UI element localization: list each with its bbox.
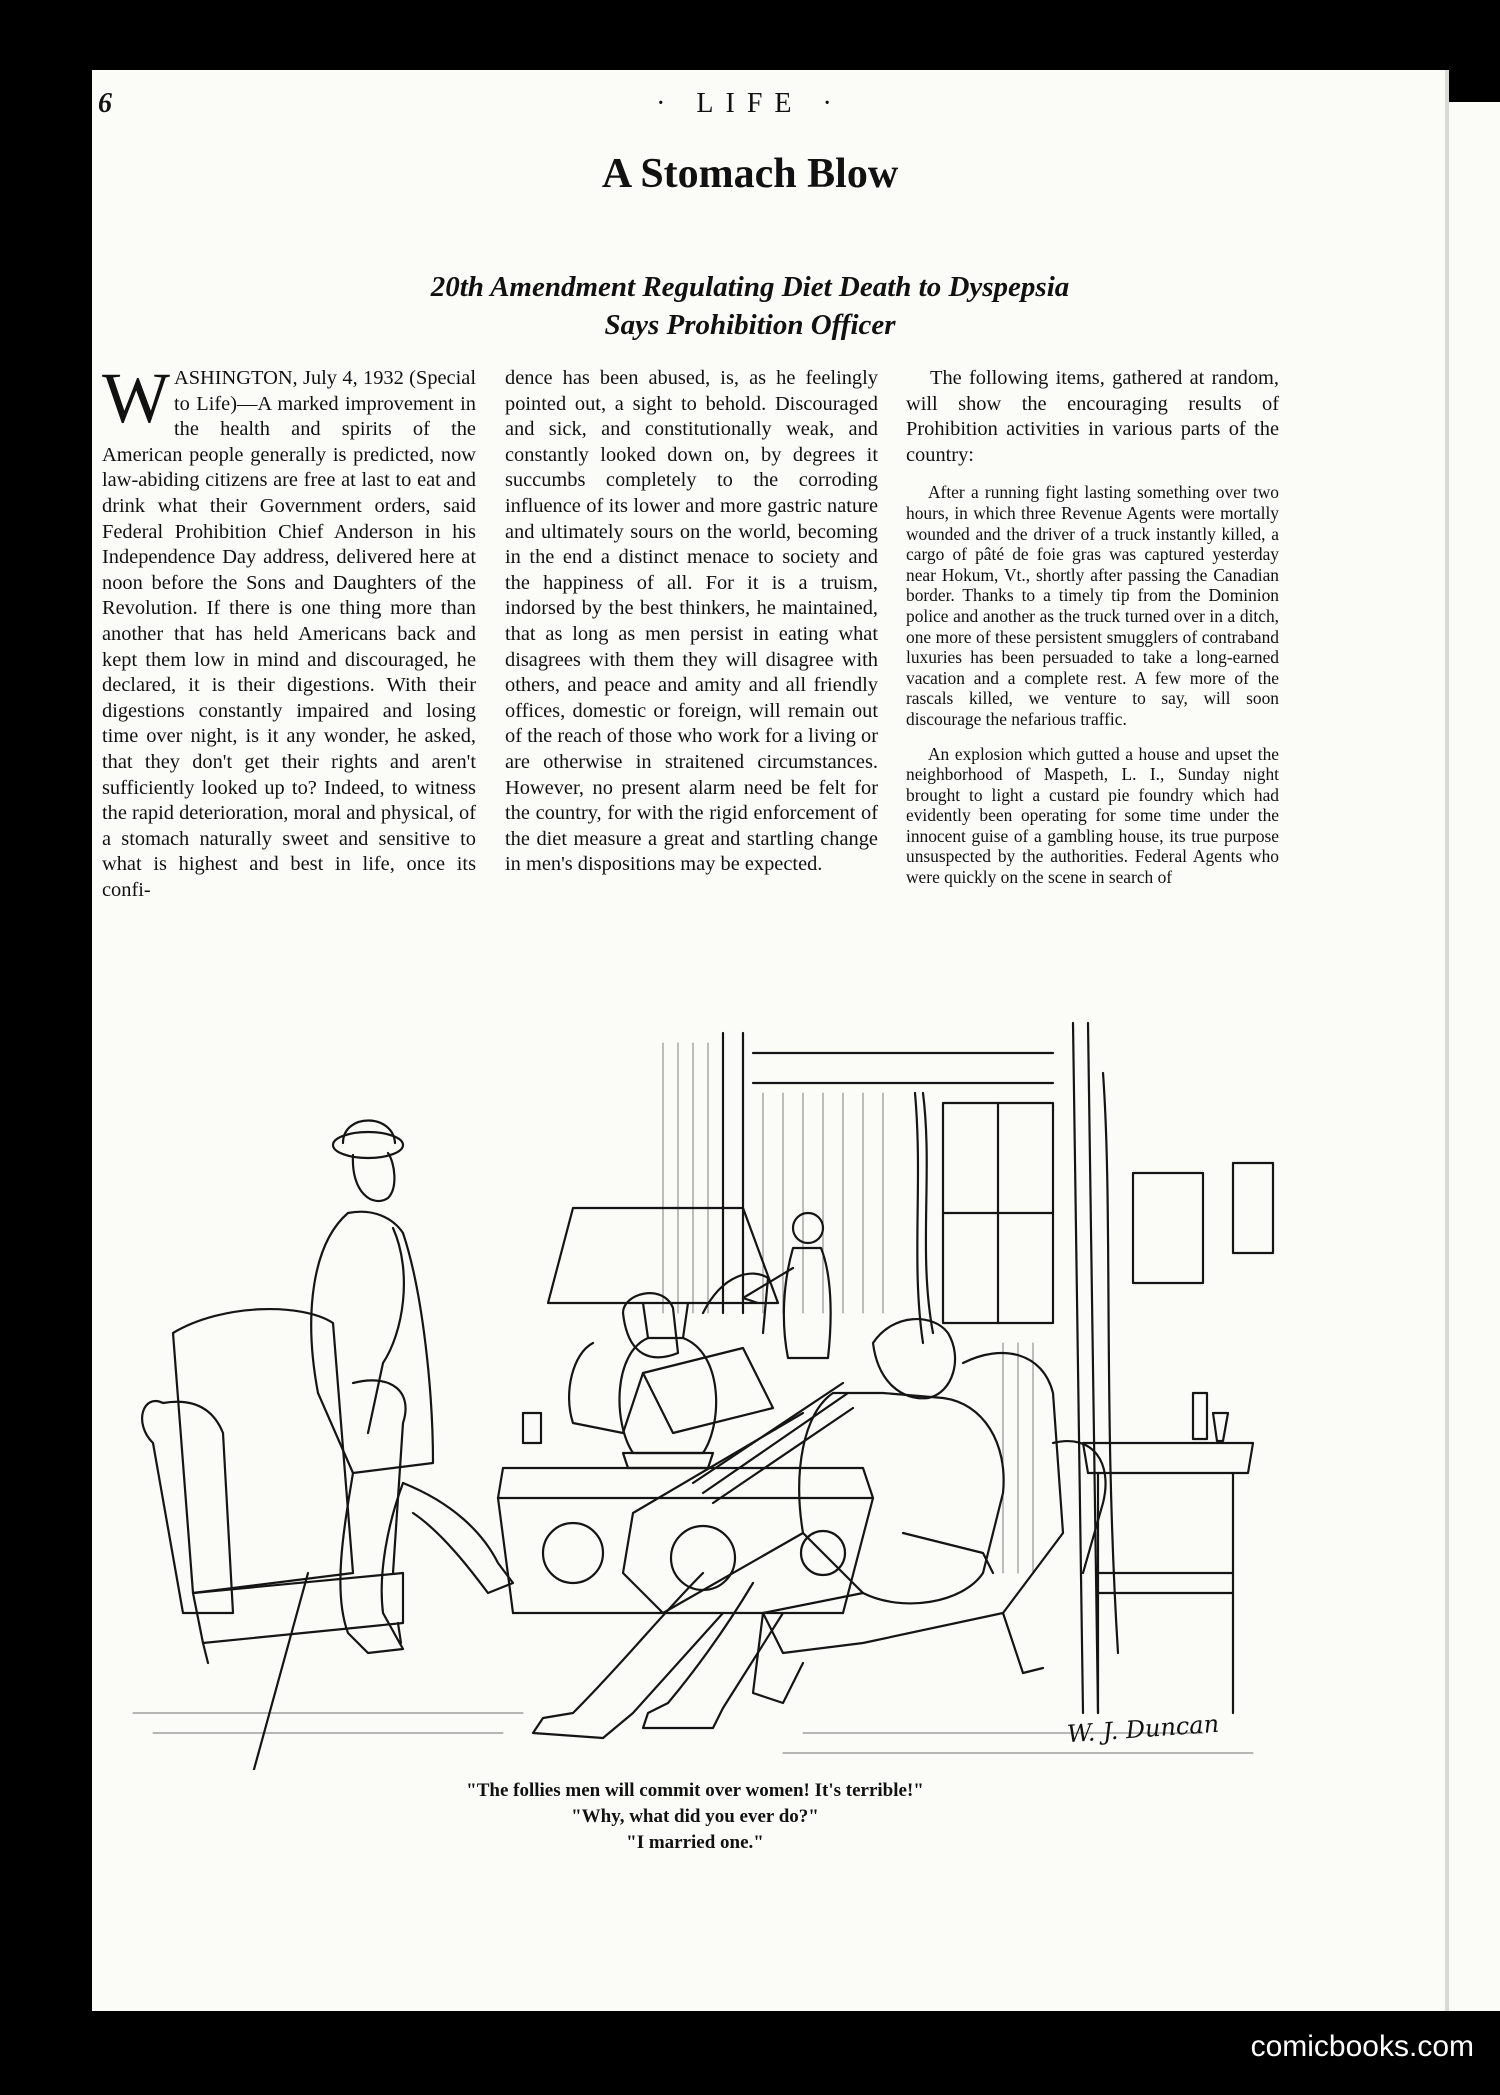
column-1-text: ASHINGTON, July 4, 1932 (Special to Life)—A marked improvement in the health and spirits of the American people generally is predicted, now law-abiding citizens are free at last to eat and drink what their Government orders, said Federal Prohibition Chief Anderson in his Independence Day address, delivered here at noon before the Sons and Daughters of the Revolution. If there is one thing more than another that has held Americans back and kept them low in mind and discouraged, he declared, it is their digestions. With their digestions constantly impaired and losing time over night, is it any wonder, he asked, that they don't get their rights and aren't sufficiently looked up to? Indeed, to witness the rapid deterioration, moral and physical, of a stomach naturally sweet and sensitive to what is highest and best in life, once its confi- xyxy=(102,367,476,901)
artist-signature: W. J. Duncan xyxy=(1066,1709,1220,1749)
article-column-2 xyxy=(505,366,878,878)
running-head: · LIFE · xyxy=(656,88,844,119)
article-subtitle xyxy=(0,268,1500,344)
news-item-1: After a running fight lasting something over two hours, in which three Revenue Agents were mortally wounded and the driver of a truck instantly killed, a cargo of pâté de foie gras was captured yesterday near Hokum, Vt., shortly after passing the Canadian border. Thanks to a timely tip from the Dominion police and another as the truck turned over in a ditch, one more of these persistent smugglers of contraband luxuries has been persuaded to take a long-earned vacation and a complete rest. A few more of the rascals killed, we venture to say, will soon discourage the nefarious traffic. xyxy=(906,482,1279,729)
subtitle-line-2: Says Prohibition Officer xyxy=(604,309,896,341)
column-2-text: dence has been abused, is, as he feelingly pointed out, a sight to behold. Discouraged and sick, and constitutionally weak, and constantly looked down on, by degrees it succumbs completely to the corroding influence of its lower and more gastric nature and ultimately sours on the world, becoming in the end a distinct menace to society and the happiness of all. For it is a truism, indorsed by the best thinkers, he maintained, that as long as men persist in eating what disagrees with them they will disagree with others, and peace and amity and all friendly offices, domestic or foreign, will remain out of the reach of those who work for a living or are otherwise in straitened circumstances. However, no present alarm need be felt for the country, for with the rigid enforcement of the diet measure a great and startling change in men's dispositions may be expected. xyxy=(505,367,878,876)
right-armchair xyxy=(753,1353,1106,1703)
adjacent-page-strip xyxy=(1449,102,1500,2011)
caption-line-1: "The follies men will commit over women! It's terrible!" xyxy=(466,1780,924,1801)
stout-man-reclining xyxy=(533,1319,1004,1738)
left-armchair xyxy=(142,1309,405,1663)
subtitle-line-1: 20th Amendment Regulating Diet Death to Dyspepsia xyxy=(430,271,1070,303)
library-table xyxy=(498,1413,873,1613)
news-item-2: An explosion which gutted a house and upset the neighborhood of Maspeth, L. I., Sunday night brought to light a custard pie foundry which had evidently been operating for some time under the innocent guise of a gambling house, its true purpose unsuspected by the authorities. Federal Agents who were quickly on the scene in search of xyxy=(906,743,1279,888)
man-in-bowler-hat xyxy=(253,1121,513,1771)
cartoon-illustration xyxy=(103,1013,1283,1770)
caption-line-2: "Why, what did you ever do?" xyxy=(571,1806,819,1827)
site-watermark: comicbooks.com xyxy=(1250,2030,1474,2063)
column-3-intro: The following items, gathered at random, will show the encouraging results of Prohibition activities in various parts of the country: xyxy=(906,367,1279,466)
article-title: A Stomach Blow xyxy=(601,151,899,197)
page-number: 6 xyxy=(98,88,112,119)
article-column-3 xyxy=(906,366,1279,902)
standing-butler xyxy=(743,1213,831,1358)
cartoon-caption xyxy=(0,1778,1500,1856)
window-and-curtains xyxy=(723,1023,1273,1713)
side-table xyxy=(1083,1393,1253,1713)
caption-line-3: "I married one." xyxy=(626,1832,764,1853)
drop-cap: W xyxy=(102,358,170,438)
article-column-1 xyxy=(102,358,476,903)
